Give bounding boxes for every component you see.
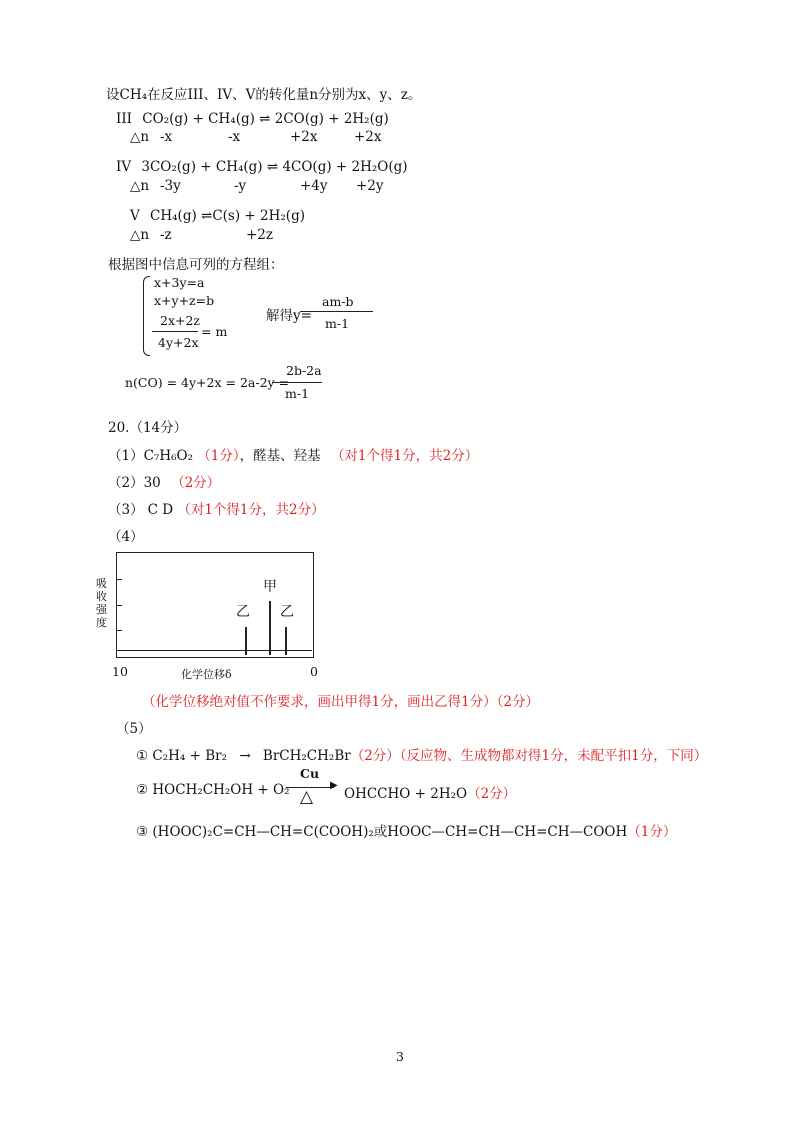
equation-lhs: C₂H₄ + Br₂ — [152, 748, 228, 764]
peak-jia — [269, 601, 271, 655]
dn-value: -z — [160, 227, 172, 243]
equation-number: ③ — [136, 824, 149, 840]
peak-yi-left — [245, 627, 247, 655]
score-text: （1分） — [627, 824, 677, 840]
peak-yi-right — [285, 627, 287, 655]
delta-n-label: △n — [130, 178, 150, 194]
peak-yi-left-label: 乙 — [236, 604, 250, 620]
answer-text: C D — [147, 502, 174, 518]
answer-4-label: （4） — [108, 529, 144, 545]
reaction-iii-dn — [130, 129, 382, 145]
equation-number: ② — [136, 782, 149, 798]
question-20-title: 20.（14分） — [108, 420, 188, 436]
system-eq3-rhs: = m — [201, 324, 228, 339]
x-axis-right: 0 — [310, 664, 318, 679]
score-text: （对1个得1分，共2分） — [330, 448, 479, 464]
spectrum-note: （化学位移绝对值不作要求，画出甲得1分，画出乙得1分）（2分） — [142, 694, 540, 710]
condition-heat: △ — [300, 787, 314, 807]
answer-2 — [108, 471, 220, 491]
ylabel-char: 收 — [96, 590, 107, 603]
ylabel-char: 强 — [96, 603, 107, 616]
score-text: （2分） — [467, 786, 517, 802]
dn-value: +2x — [290, 129, 318, 145]
y-tick — [116, 579, 122, 580]
reaction-v-label: V — [130, 208, 140, 224]
dn-value: +2y — [356, 178, 384, 194]
fraction-line — [152, 331, 198, 332]
peak-yi-right-label: 乙 — [280, 604, 294, 620]
equation-lhs: HOCH₂CH₂OH + O₂ — [152, 782, 290, 798]
reaction-arrow-icon: → — [239, 748, 251, 764]
fraction-line — [300, 311, 373, 312]
system-eq3-numerator: 2x+2z — [160, 313, 201, 328]
condition-catalyst: Cu — [300, 766, 320, 781]
equation-1 — [136, 744, 707, 764]
dn-value: +2x — [354, 129, 382, 145]
equation-rhs: OHCCHO + 2H₂O — [344, 786, 468, 802]
score-text: （2分）（反应物、生成物都对得1分，未配平扣1分，下同） — [350, 748, 708, 764]
reaction-iv — [116, 159, 408, 175]
arrow-head-icon: ▶ — [330, 780, 338, 791]
intro-text: 设CH₄在反应III、IV、V的转化量n分别为x、y、z。 — [106, 87, 422, 103]
nco-numerator: 2b-2a — [286, 363, 322, 378]
answer-label: （3） — [108, 502, 144, 518]
score-text: （2分） — [171, 475, 221, 491]
delta-n-label: △n — [130, 129, 150, 145]
reaction-iii-label: III — [116, 111, 132, 127]
system-intro: 根据图中信息可列的方程组： — [108, 257, 284, 273]
dn-value: -y — [234, 178, 247, 194]
dn-value: -x — [228, 129, 241, 145]
nco-denominator: m-1 — [285, 386, 310, 401]
system-eq1: x+3y=a — [154, 275, 205, 290]
answer-label: （2） — [108, 475, 144, 491]
x-axis-label: 化学位移δ — [181, 668, 232, 681]
reaction-iv-equation: 3CO₂(g) + CH₄(g) ⇌ 4CO(g) + 2H₂O(g) — [141, 159, 408, 175]
reaction-iv-label: IV — [116, 159, 132, 175]
y-tick — [116, 630, 122, 631]
dn-value: +2z — [246, 227, 274, 243]
y-tick — [116, 605, 122, 606]
ylabel-char: 度 — [96, 616, 107, 629]
score-text: （对1个得1分，共2分） — [177, 502, 325, 518]
answer-3 — [108, 498, 325, 518]
solve-denominator: m-1 — [325, 316, 350, 331]
solve-prefix: 解得y= — [266, 308, 312, 324]
peak-jia-label: 甲 — [263, 579, 277, 595]
dn-value: -3y — [160, 178, 181, 194]
reaction-iii — [116, 111, 389, 127]
answer-1 — [108, 444, 478, 464]
dn-value: +4y — [300, 178, 328, 194]
fraction-line — [272, 382, 322, 383]
ylabel-char: 吸 — [96, 577, 107, 590]
equation-text: (HOOC)₂C=CH—CH=C(COOH)₂或HOOC—CH=CH—CH=CH—COOH — [152, 824, 628, 840]
equation-3 — [136, 820, 676, 840]
equation-rhs: BrCH₂CH₂Br — [262, 748, 351, 764]
reaction-iv-dn — [130, 178, 384, 194]
page-number: 3 — [396, 1049, 404, 1064]
answer-text: 30 — [143, 475, 161, 491]
brace — [143, 276, 150, 356]
reaction-v-equation: CH₄(g) ⇌C(s) + 2H₂(g) — [150, 208, 305, 224]
nco-prefix: n(CO) = 4y+2x = 2a-2y = — [125, 375, 290, 390]
delta-n-label: △n — [130, 227, 150, 243]
x-axis-left: 10 — [112, 664, 128, 679]
system-eq2: x+y+z=b — [154, 293, 215, 308]
baseline — [116, 650, 312, 651]
spectrum-ylabel — [96, 577, 108, 629]
reaction-iii-equation: CO₂(g) + CH₄(g) ⇌ 2CO(g) + 2H₂(g) — [142, 111, 389, 127]
equation-2-rhs — [344, 782, 516, 802]
solve-numerator: am-b — [322, 294, 354, 309]
equation-number: ① — [136, 748, 149, 764]
system-eq3-denominator: 4y+2x — [158, 335, 199, 350]
answer-text: C₇H₆O₂ — [143, 448, 193, 464]
answer-5-label: （5） — [116, 721, 152, 737]
equation-2 — [136, 782, 290, 798]
score-text: （1分） — [197, 448, 240, 464]
answer-label: （1） — [108, 448, 144, 464]
reaction-v-dn — [130, 227, 274, 243]
reaction-v — [130, 208, 305, 224]
dn-value: -x — [160, 129, 173, 145]
answer-text: ，醛基、羟基 — [239, 448, 321, 464]
